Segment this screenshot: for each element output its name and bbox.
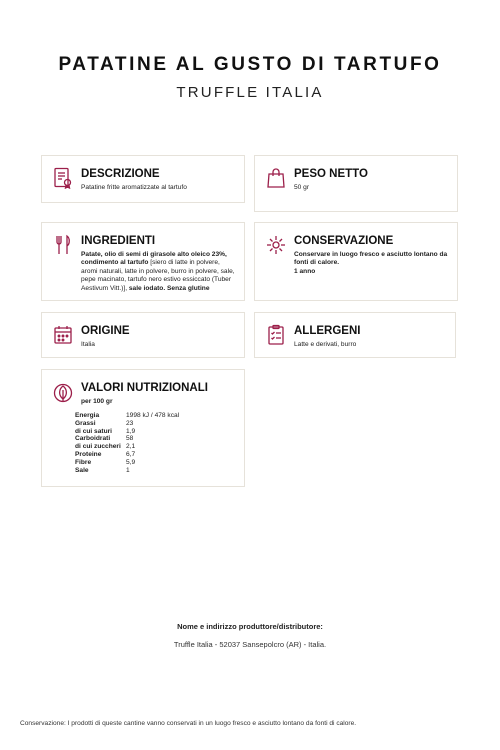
card-text — [294, 251, 449, 276]
table-row — [75, 443, 179, 451]
table-row — [75, 467, 179, 475]
nutrient-value: 1 — [126, 466, 130, 474]
nutrient-value: 23 — [126, 419, 134, 427]
card-allergeni — [254, 312, 456, 358]
card-title: PESO NETTO — [294, 168, 368, 180]
nutrient-value: 6,7 — [126, 450, 136, 458]
card-valori-nutrizionali — [41, 369, 245, 487]
bag-icon — [266, 167, 286, 189]
table-row — [75, 451, 179, 459]
fork-knife-icon — [53, 234, 73, 256]
card-peso-netto — [254, 155, 458, 212]
snowflake-icon — [266, 234, 286, 256]
table-row — [75, 412, 179, 420]
nutrient-value: 1,9 — [126, 427, 136, 435]
nutrient-label: Energia — [75, 412, 100, 419]
nutrition-table — [75, 412, 179, 474]
ingredients-text — [81, 251, 236, 293]
leaf-icon — [53, 382, 73, 404]
nutrient-label: di cui saturi — [75, 427, 113, 435]
nutrient-value: 5,9 — [126, 458, 136, 466]
card-descrizione — [41, 155, 245, 203]
shelf-life-text: 1 anno — [294, 267, 316, 275]
card-title: ORIGINE — [81, 325, 130, 337]
nutrient-value: 1998 kJ / 478 kcal — [126, 412, 180, 419]
brand-name: TRUFFLE ITALIA — [176, 84, 324, 101]
storage-text: Conservare in luogo fresco e asciutto lontano da fonti di calore. — [294, 251, 448, 267]
nutrition-basis: per 100 gr — [81, 398, 113, 405]
nutrient-value: 2,1 — [126, 443, 136, 451]
producer-address: Truffle Italia - 52037 Sansepolcro (AR) - Italia. — [173, 640, 327, 649]
calendar-icon — [53, 324, 73, 346]
table-row — [75, 459, 179, 467]
table-row — [75, 428, 179, 436]
producer-label: Nome e indirizzo produttore/distributore: — [177, 622, 323, 631]
card-text: Patatine fritte aromatizzate al tartufo — [81, 184, 187, 191]
checklist-icon — [266, 324, 286, 346]
footer-storage-note: Conservazione: I prodotti di queste cantine vanno conservati in un luogo fresco e asciutto lontano da fonti di calore. — [20, 720, 357, 727]
card-title: VALORI NUTRIZIONALI — [81, 382, 208, 394]
ingredients-normal: [siero di latte in polvere, aromi naturali, latte in polvere, burro in polvere, sale, pepe macinato, tartufo nero estivo essiccato (Tuber Aestivum Vitt.)], — [81, 259, 235, 292]
table-row — [75, 435, 179, 443]
card-title: ALLERGENI — [294, 325, 361, 337]
card-ingredienti — [41, 222, 245, 301]
card-text: Italia — [81, 341, 95, 348]
card-title: CONSERVAZIONE — [294, 235, 394, 247]
nutrient-label: Carboidrati — [75, 435, 111, 443]
card-title: DESCRIZIONE — [81, 168, 160, 180]
document-icon — [53, 167, 73, 189]
ingredients-bold-2: sale iodato. Senza glutine — [128, 284, 210, 292]
nutrient-label: Proteine — [75, 450, 102, 458]
nutrient-label: Sale — [75, 466, 89, 474]
nutrient-label: di cui zuccheri — [75, 443, 121, 451]
product-title: PATATINE AL GUSTO DI TARTUFO — [58, 54, 442, 75]
card-title: INGREDIENTI — [81, 235, 156, 247]
ingredients-bold-1: Patate, olio di semi di girasole alto oleico 23%, condimento al tartufo — [81, 251, 227, 267]
card-text: 50 gr — [294, 184, 310, 191]
nutrient-value: 58 — [126, 435, 134, 443]
table-row — [75, 420, 179, 428]
nutrient-label: Fibre — [75, 458, 92, 466]
nutrient-label: Grassi — [75, 419, 96, 427]
card-conservazione — [254, 222, 458, 301]
card-text: Latte e derivati, burro — [294, 341, 357, 348]
card-origine — [41, 312, 245, 358]
